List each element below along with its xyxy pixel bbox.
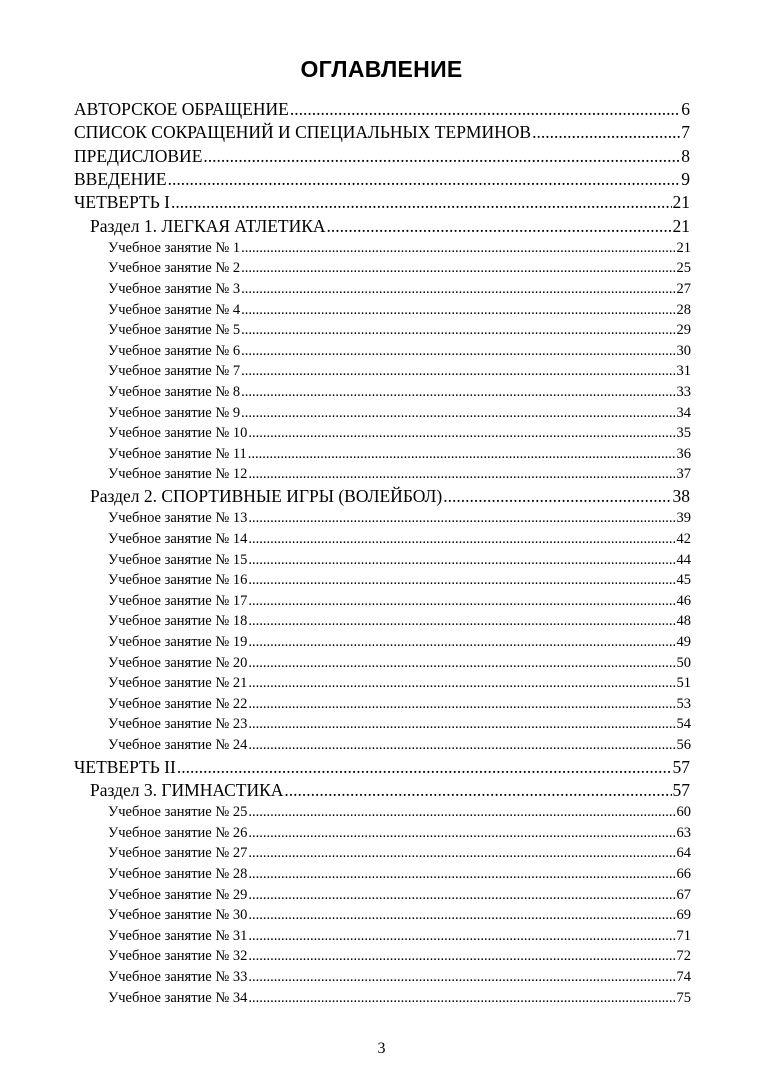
toc-entry-page: 56: [676, 736, 691, 753]
toc-entry-page: 71: [676, 927, 691, 944]
toc-entry[interactable]: [108, 258, 691, 278]
toc-entry[interactable]: [74, 98, 690, 121]
toc-entry[interactable]: [108, 694, 691, 714]
dot-leader: [241, 361, 675, 381]
toc-entry-page: 72: [676, 948, 691, 965]
toc-entry-page: 49: [676, 633, 691, 650]
dot-leader: [248, 714, 675, 734]
dot-leader: [248, 905, 675, 925]
toc-entry-label: Учебное занятие № 24: [108, 736, 248, 753]
toc-entry[interactable]: [74, 191, 690, 214]
toc-entry-label: ПРЕДИСЛОВИЕ: [74, 145, 203, 166]
toc-entry-label: ЧЕТВЕРТЬ I: [74, 192, 171, 213]
toc-entry[interactable]: [108, 673, 691, 693]
toc-entry[interactable]: [108, 611, 691, 631]
toc-entry[interactable]: [74, 145, 690, 168]
dot-leader: [248, 967, 675, 987]
dot-leader: [248, 632, 675, 652]
dot-leader: [241, 403, 675, 423]
page-title: ОГЛАВЛЕНИЕ: [300, 56, 463, 82]
toc-entry-label: Учебное занятие № 14: [108, 530, 248, 547]
toc-entry[interactable]: [108, 444, 691, 464]
toc-entry-label: Учебное занятие № 3: [108, 281, 241, 297]
toc-entry[interactable]: [108, 843, 691, 863]
toc-entry-label: Учебное занятие № 25: [108, 804, 248, 821]
toc-entry-label: Учебное занятие № 8: [108, 384, 241, 400]
toc-entry[interactable]: [108, 653, 691, 673]
toc-entry-label: Учебное занятие № 11: [108, 445, 247, 462]
toc-entry-label: СПИСОК СОКРАЩЕНИЙ И СПЕЦИАЛЬНЫХ ТЕРМИНОВ: [74, 122, 532, 143]
toc-entry-page: 34: [676, 404, 691, 421]
toc-entry[interactable]: [108, 946, 691, 966]
dot-leader: [241, 279, 675, 299]
toc-entry[interactable]: [108, 300, 691, 320]
toc-entry-label: Учебное занятие № 27: [108, 845, 248, 862]
toc-entry-label: Учебное занятие № 12: [108, 466, 248, 483]
toc-entry-page: 29: [676, 322, 691, 339]
toc-entry-label: Учебное занятие № 15: [108, 551, 248, 568]
dot-leader: [248, 926, 675, 946]
toc-entry[interactable]: [108, 802, 691, 822]
toc-entry-page: 75: [676, 989, 691, 1006]
toc-entry-page: 60: [676, 804, 691, 821]
toc-entry-label: Учебное занятие № 17: [108, 592, 248, 609]
toc-entry[interactable]: [108, 361, 691, 381]
dot-leader: [248, 694, 675, 714]
dot-leader: [443, 485, 671, 508]
toc-entry-page: 44: [676, 551, 691, 568]
toc-entry-page: 69: [676, 907, 691, 924]
toc-entry[interactable]: [108, 341, 691, 361]
toc-entry[interactable]: [108, 823, 691, 843]
toc-entry-page: 35: [676, 425, 691, 442]
toc-entry[interactable]: [74, 121, 690, 144]
toc-entry-page: 8: [681, 145, 690, 166]
toc-entry-label: Учебное занятие № 18: [108, 613, 248, 630]
dot-leader: [248, 529, 675, 549]
toc-entry-page: 46: [676, 592, 691, 609]
toc-entry-page: 6: [681, 99, 690, 119]
toc-entry-label: Учебное занятие № 21: [108, 675, 248, 692]
toc-entry-label: Учебное занятие № 13: [108, 510, 248, 527]
toc-entry-label: Раздел 3. ГИМНАСТИКА: [90, 779, 284, 800]
toc-entry-page: 28: [676, 301, 691, 318]
toc-entry-label: Учебное занятие № 23: [108, 716, 248, 733]
toc-entry-page: 54: [676, 716, 691, 733]
dot-leader: [248, 550, 675, 570]
toc-entry-label: ВВЕДЕНИЕ: [74, 168, 167, 189]
dot-leader: [241, 341, 675, 361]
toc-entry-label: Учебное занятие № 29: [108, 886, 248, 903]
toc-entry[interactable]: [108, 591, 691, 611]
dot-leader: [177, 756, 672, 779]
toc-entry[interactable]: [108, 508, 691, 528]
toc-entry-page: 25: [676, 260, 691, 277]
toc-entry-page: 21: [672, 192, 690, 213]
dot-leader: [241, 382, 675, 402]
toc-entry-page: 30: [676, 342, 691, 359]
toc-entry-page: 45: [676, 572, 691, 589]
dot-leader: [248, 864, 675, 884]
toc-entry-label: Учебное занятие № 34: [108, 989, 248, 1006]
toc-entry-label: Учебное занятие № 28: [108, 865, 248, 882]
page-number: 3: [377, 1040, 386, 1057]
toc-entry-label: АВТОРСКОЕ ОБРАЩЕНИЕ: [74, 99, 289, 119]
toc-entry-label: Учебное занятие № 1: [108, 239, 241, 256]
dot-leader: [248, 735, 675, 755]
dot-leader: [248, 946, 675, 966]
dot-leader: [248, 591, 675, 611]
toc-entry-label: Учебное занятие № 9: [108, 404, 241, 421]
toc-entry[interactable]: [90, 779, 690, 802]
toc-entry[interactable]: [108, 885, 691, 905]
toc-entry[interactable]: [90, 485, 690, 508]
toc-entry[interactable]: [108, 529, 691, 549]
toc-entry[interactable]: [108, 238, 691, 258]
dot-leader: [241, 238, 675, 258]
toc-entry-page: 66: [676, 865, 691, 882]
dot-leader: [248, 823, 675, 843]
dot-leader: [171, 191, 671, 214]
toc-entry-label: Учебное занятие № 30: [108, 907, 248, 924]
toc-entry-label: Учебное занятие № 10: [108, 425, 248, 442]
dot-leader: [241, 320, 675, 340]
toc-entry[interactable]: [108, 550, 691, 570]
toc-entry[interactable]: [108, 905, 691, 925]
dot-leader: [248, 843, 675, 863]
toc-entry-page: 50: [676, 654, 691, 671]
dot-leader: [248, 570, 675, 590]
toc-entry[interactable]: [74, 168, 690, 191]
toc-entry-page: 7: [681, 122, 690, 143]
dot-leader: [248, 464, 675, 484]
toc-entry-label: Учебное занятие № 31: [108, 927, 248, 944]
toc-entry-page: 67: [676, 886, 691, 903]
dot-leader: [248, 988, 675, 1008]
dot-leader: [248, 653, 675, 673]
dot-leader: [248, 802, 675, 822]
toc-entry[interactable]: [108, 714, 691, 734]
toc-entry-label: Учебное занятие № 7: [108, 363, 241, 380]
toc-entry-label: Раздел 1. ЛЕГКАЯ АТЛЕТИКА: [90, 215, 326, 236]
dot-leader: [203, 145, 680, 168]
toc-entry-label: Учебное занятие № 26: [108, 824, 248, 841]
toc-entry-label: Учебное занятие № 4: [108, 301, 241, 318]
toc-entry[interactable]: [108, 967, 691, 987]
toc-entry[interactable]: [108, 279, 691, 299]
toc-entry[interactable]: [108, 735, 691, 755]
toc-entry[interactable]: [108, 570, 691, 590]
toc-entry-page: 74: [676, 968, 691, 985]
toc-entry-label: Учебное занятие № 32: [108, 948, 248, 965]
toc-entry[interactable]: [108, 926, 691, 946]
toc-entry[interactable]: [90, 215, 690, 238]
toc-entry-page: 64: [676, 845, 691, 862]
toc-entry[interactable]: [108, 632, 691, 652]
dot-leader: [248, 508, 675, 528]
toc-entry-label: Учебное занятие № 6: [108, 342, 241, 359]
toc-entry-page: 57: [672, 756, 690, 777]
toc-entry-label: Раздел 2. СПОРТИВНЫЕ ИГРЫ (ВОЛЕЙБОЛ): [90, 486, 443, 506]
toc-entry-page: 36: [676, 445, 691, 462]
dot-leader: [248, 673, 675, 693]
toc-entry-page: 31: [676, 363, 691, 380]
toc-entry-label: Учебное занятие № 5: [108, 322, 241, 339]
toc-entry-label: Учебное занятие № 19: [108, 633, 248, 650]
toc-entry-page: 27: [676, 281, 691, 297]
dot-leader: [327, 215, 672, 238]
dot-leader: [290, 98, 680, 121]
toc-entry-page: 21: [676, 239, 691, 256]
dot-leader: [284, 779, 671, 802]
dot-leader: [532, 121, 680, 144]
toc-entry-page: 42: [676, 530, 691, 547]
toc-entry[interactable]: [108, 464, 691, 484]
toc-entry-label: Учебное занятие № 22: [108, 695, 248, 712]
toc-entry-label: Учебное занятие № 33: [108, 968, 248, 985]
toc-entry[interactable]: [74, 756, 690, 779]
dot-leader: [248, 444, 676, 464]
toc-entry-page: 37: [676, 466, 691, 483]
toc-entry-label: Учебное занятие № 20: [108, 654, 248, 671]
toc-entry-label: Учебное занятие № 16: [108, 572, 248, 589]
dot-leader: [168, 168, 681, 191]
toc-entry-page: 38: [672, 486, 690, 506]
toc-entry-page: 57: [672, 779, 690, 800]
toc-entry-page: 21: [672, 215, 690, 236]
dot-leader: [248, 885, 675, 905]
toc-entry[interactable]: [108, 403, 691, 423]
dot-leader: [248, 611, 675, 631]
toc-entry[interactable]: [108, 382, 691, 402]
toc-entry-page: 51: [676, 675, 691, 692]
toc-entry-page: 63: [676, 824, 691, 841]
toc-entry[interactable]: [108, 320, 691, 340]
toc-entry-label: Учебное занятие № 2: [108, 260, 241, 277]
toc-entry-page: 48: [676, 613, 691, 630]
toc-entry-page: 33: [676, 384, 691, 400]
toc-entry-page: 39: [676, 510, 691, 527]
dot-leader: [241, 300, 675, 320]
toc-entry[interactable]: [108, 423, 691, 443]
toc-entry-page: 9: [681, 168, 690, 189]
dot-leader: [241, 258, 675, 278]
toc-entry-page: 53: [676, 695, 691, 712]
toc-entry-label: ЧЕТВЕРТЬ II: [74, 756, 176, 777]
toc-entry[interactable]: [108, 988, 691, 1008]
toc-entry[interactable]: [108, 864, 691, 884]
dot-leader: [248, 423, 675, 443]
